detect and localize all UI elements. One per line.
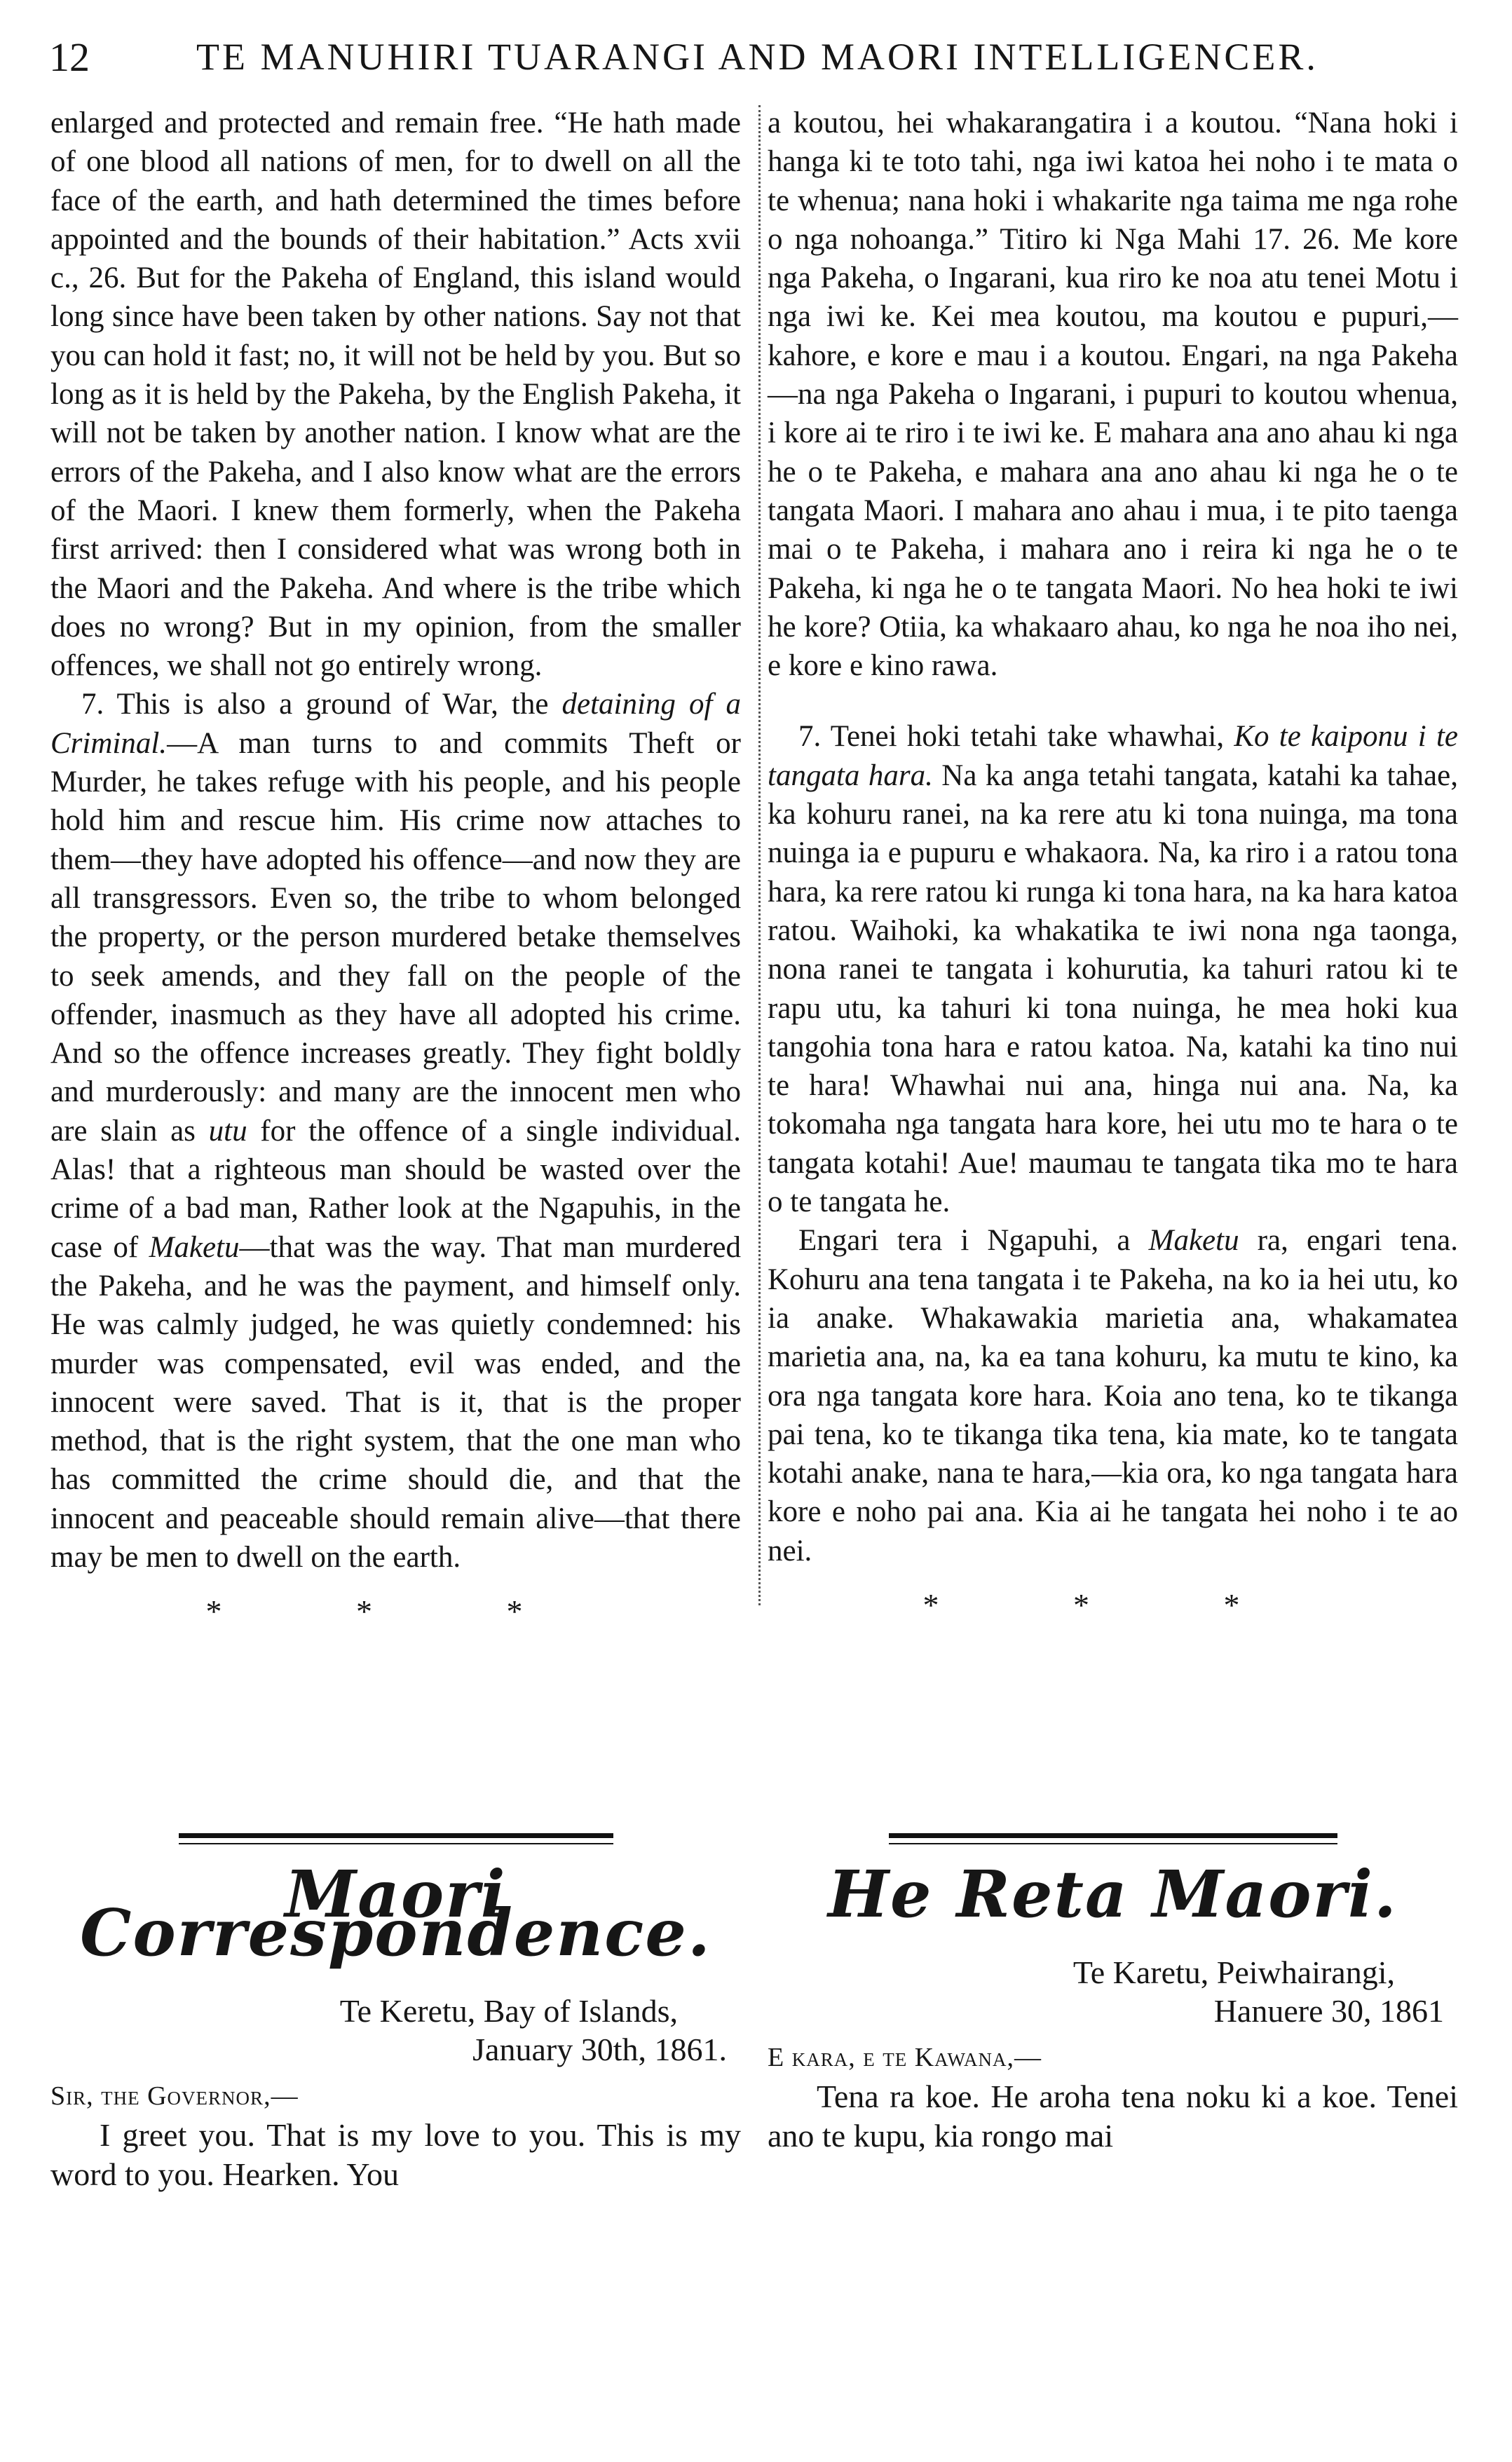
paragraph-text: —A man turns to and commits Theft or Murder, he takes refuge with his people, and his people hold him and rescue him. His crime now attaches to them—they have adopted his offence—and now they are all transgressors. Even so, the tribe to whom belonged the property, or the person murdered betake themselves to seek amends, and they fall on the people of the offender, inasmuch as they have all adopted his crime. And so the offence increases greatly. They fight boldly and murderously: and many are the innocent men who are slain as [50, 726, 741, 1148]
letter-body: Tena ra koe. He aroha tena noku ki a koe. Tenei ano te kupu, kia rongo mai [768, 2079, 1458, 2154]
italic-heading: Ko te kaiponu i te tangata hara. [768, 720, 1458, 792]
letter-salutation: E kara, e te Kawana,— [768, 2043, 1042, 2072]
column-divider [758, 105, 761, 1605]
english-paragraph-7 [50, 685, 741, 1577]
page-header [49, 34, 1472, 90]
english-column [50, 104, 741, 1631]
page-number: 12 [49, 34, 90, 80]
letter-address: Te Keretu, Bay of Islands, [339, 1993, 678, 2029]
english-paragraph-1: enlarged and protected and remain free. “He hath made of one blood all nations of men, for to dwell on all the face of the earth, and hath determined the times before appointed and the bounds of their habitation.” Acts xvii c., 26. But for the Pakeha of England, this island would long since have been taken by other nations. Say not that you can hold it fast; no, it will not be held by you. But so long as it is held by the Pakeha, by the English Pakeha, it will not be taken by another nation. I know what are the errors of the Pakeha, and I also know what are the errors of the Maori. I knew them formerly, when the Pakeha first arrived: then I considered what was wrong both in the Maori and the Pakeha. And where is the tribe which does no wrong? But in my opinion, from the smaller offences, we shall not go entirely wrong. [50, 107, 741, 683]
section-stars: * * * [922, 1586, 1303, 1623]
paragraph-text: ra, engari tena. Kohuru ana tena tangata i te Pakeha, na ko ia hei utu, ko ia anake. Whakawakia marietia ana, whakamatea marietia ana, na, ka ea tana kohuru, ka mutu te kino, ka ora nga tangata kore hara. Koia ano tena, ko te tikanga pai tena, ko te tikanga tika tena, kia mate, ko te tangata kotahi anake, nana te hara,—kia ora, ko nga tangata hara kore e noho pai ana. Kia ai he tangata hei noho i te ao nei. [768, 1224, 1458, 1567]
italic-word: utu [208, 1114, 247, 1148]
maori-paragraph-1: a koutou, hei whakarangatira i a koutou. “Nana hoki i hanga ki te toto tahi, nga iwi katoa hei noho i te mata o te whenua; nana hoki i whakarite nga taima me nga rohe o nga nohoanga.” Titiro ki Nga Mahi 17. 26. Me kore nga Pakeha, o Ingarani, kua riro ke noa atu tenei Motu i nga iwi ke. Kei mea koutou, ma koutou e pupuri,—kahore, e kore e mau i a koutou. Engari, na nga Pakeha—na nga Pakeha o Ingarani, i pupuri to koutou whenua, i kore ai te riro i te iwi ke. E mahara ana ano ahau ki nga he o te Pakeha, e mahara ana ano ahau ki nga he o te tangata Maori. I mahara ano ahau i mua, i te pito taenga mai o te Pakeha, i mahara ano i reira ki nga he o te Pakeha, ki nga he o te tangata Maori. No hea hoki te iwi he kore? Otiia, ka whakaaro ahau, ko nga he noa iho nei, e kore e kino rawa. [768, 107, 1458, 683]
letter-date: Hanuere 30, 1861 [1213, 1993, 1444, 2029]
running-title: TE MANUHIRI TUARANGI AND MAORI INTELLIGENCER. [196, 36, 1319, 78]
heading-rule-thick [179, 1833, 613, 1838]
paragraph-number: 7. This is also a ground of War, the [81, 688, 562, 721]
heading-rule-thin [179, 1843, 613, 1844]
correspondence-section-maori [768, 1833, 1458, 2156]
section-heading: Maori Correspondence. [80, 1856, 711, 1971]
letter-salutation: Sir, the Governor,— [50, 2081, 299, 2111]
italic-word: Maketu [1148, 1224, 1239, 1258]
paragraph-text: Engari tera i Ngapuhi, a [798, 1224, 1149, 1258]
paragraph-text: Na ka anga tetahi tangata, katahi ka tahae, ka kohuru ranei, na ka rere atu ki tona nuinga, ma tona nuinga ia e pupuru e whakaora. Na, ka riro i a ratou tona hara, ka rere ratou ki runga ki tona hara, na ka hara katoa ratou. Waihoki, ka whakatika te iwi nona nga taonga, nona ranei te tangata i kohurutia, ka tahuri ratou ki te rapu utu, ka tahuri ki tona nuinga, he mea hoki kua tangohia tona hara e ratou katoa. Na, katahi ka tino nui te hara! Whawhai nui ana, hinga nui ana. Na, ka tokomaha nga tangata hara kore, hei utu mo te hara o te tangata kotahi! Aue! maumau te tangata tika mo te hara o te tangata he. [768, 759, 1458, 1219]
paragraph-text: —that was the way. That man murdered the Pakeha, and he was the payment, and himself only. He was calmly judged, he was quietly condemned: his murder was compensated, evil was ended, and the innocent were saved. That is it, that is the proper method, that is the right system, that the one man who has committed the crime should die, and that the innocent and peaceable should remain alive—that there may be men to dwell on the earth. [50, 1230, 742, 1574]
section-heading: He Reta Maori. [828, 1856, 1398, 1932]
heading-rule-thin [889, 1843, 1337, 1844]
italic-word: Maketu [149, 1230, 240, 1264]
paragraph-text: for the offence of a single individual. Alas! that a righteous man should be wasted over the crime of a bad man, Rather look at the Ngapuhis, in the case of [50, 1114, 741, 1264]
maori-paragraph-7 [768, 717, 1458, 1221]
section-stars: * * * [205, 1593, 586, 1630]
maori-column [768, 104, 1458, 1624]
letter-address: Te Karetu, Peiwhairangi, [1072, 1954, 1395, 1990]
paragraph-number: 7. Tenei hoki tetahi take whawhai, [798, 720, 1234, 754]
italic-heading: detaining of a Criminal. [50, 688, 742, 760]
heading-rule-thick [889, 1833, 1337, 1838]
maori-paragraph-8 [768, 1221, 1458, 1570]
letter-date: January 30th, 1861. [472, 2032, 727, 2067]
letter-body: I greet you. That is my love to you. This is my word to you. Hearken. You [50, 2117, 741, 2192]
correspondence-section-english [50, 1833, 741, 2194]
